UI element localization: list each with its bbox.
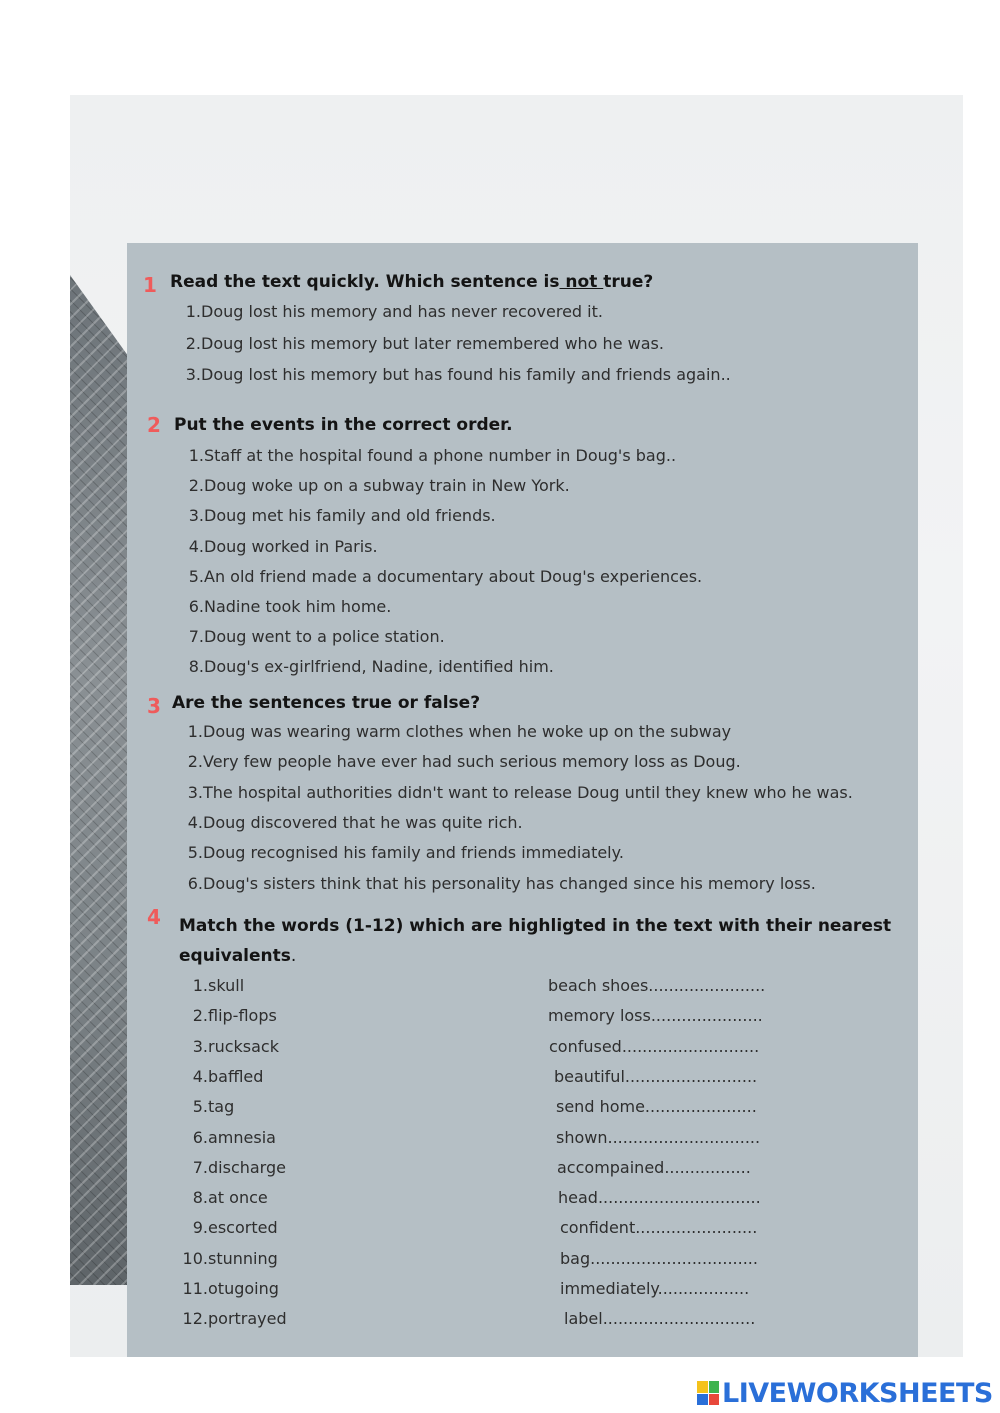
match-word — [178, 1006, 277, 1025]
item-number: 2. — [188, 476, 204, 496]
item-text: Doug went to a police station. — [204, 627, 445, 647]
section-2-title: Put the events in the correct order. — [174, 415, 513, 435]
match-word-number: 11. — [182, 1279, 208, 1298]
section-1-title: Read the text quickly. Which sentence is not true? — [170, 272, 654, 292]
liveworksheets-logo — [697, 1378, 993, 1408]
list-item — [186, 506, 496, 525]
list-item — [185, 722, 731, 741]
item-number: 6. — [187, 873, 203, 893]
item-number: 3. — [187, 782, 203, 802]
list-item — [186, 627, 445, 646]
item-number: 3. — [188, 506, 204, 526]
match-equivalent[interactable]: shown.............................. — [556, 1127, 761, 1147]
list-item — [183, 334, 664, 353]
match-word-number: 5. — [192, 1097, 208, 1117]
match-equivalent[interactable]: beautiful.......................... — [554, 1066, 758, 1086]
match-word-number: 9. — [192, 1218, 208, 1238]
match-word-number: 8. — [192, 1188, 208, 1208]
item-text: An old friend made a documentary about Doug's experiences. — [204, 566, 703, 586]
list-item — [186, 567, 702, 586]
match-word-text: rucksack — [208, 1036, 279, 1056]
match-word — [178, 1279, 279, 1298]
item-text: Doug worked in Paris. — [204, 536, 378, 556]
section-2-number: 2 — [147, 413, 161, 437]
match-word — [178, 1158, 286, 1177]
section-4-title-line2: equivalents. — [179, 946, 297, 966]
match-word-number: 6. — [192, 1127, 208, 1147]
section-4-number: 4 — [147, 905, 161, 929]
list-item — [186, 446, 676, 465]
section-1-number: 1 — [143, 273, 157, 297]
match-word-text: baffled — [208, 1066, 264, 1086]
section-3-number: 3 — [147, 694, 161, 718]
list-item — [185, 874, 816, 893]
section-1-title-emphasis: not — [559, 272, 604, 292]
liveworksheets-brand: LIVEWORKSHEETS — [722, 1377, 993, 1409]
item-text: Doug recognised his family and friends immediately. — [203, 843, 624, 863]
item-text: Doug lost his memory but has found his family and friends again.. — [201, 365, 731, 384]
item-text: Doug was wearing warm clothes when he woke up on the subway — [203, 722, 732, 741]
match-equivalent[interactable]: accompained................. — [557, 1157, 751, 1177]
match-equivalent[interactable]: head................................ — [558, 1188, 761, 1208]
item-text: Nadine took him home. — [204, 597, 392, 616]
list-item — [183, 365, 731, 384]
item-number: 2. — [185, 333, 201, 353]
match-word-text: flip-flops — [208, 1006, 277, 1026]
match-word-text: discharge — [208, 1157, 286, 1177]
section-4-title-line1: Match the words (1-12) which are highligted in the text with their nearest — [179, 916, 892, 936]
section-3-title: Are the sentences true or false? — [172, 693, 481, 713]
match-word-text: portrayed — [208, 1309, 287, 1329]
item-number: 7. — [188, 627, 204, 647]
match-word — [178, 1037, 279, 1056]
item-text: Doug's sisters think that his personality has changed since his memory loss. — [203, 873, 816, 893]
item-number: 3. — [185, 365, 201, 384]
match-word-number: 7. — [192, 1157, 208, 1177]
item-number: 6. — [188, 597, 204, 616]
item-text: Doug met his family and old friends. — [204, 506, 496, 526]
list-item — [186, 597, 391, 616]
item-number: 5. — [187, 843, 203, 863]
match-word — [178, 1188, 268, 1207]
match-equivalent[interactable]: memory loss...................... — [548, 1006, 763, 1026]
match-equivalent[interactable]: label.............................. — [564, 1309, 756, 1329]
item-number: 1. — [187, 722, 203, 741]
list-item — [183, 302, 603, 321]
list-item — [185, 843, 624, 862]
match-word-number: 4. — [192, 1066, 208, 1086]
match-word-text: tag — [208, 1097, 235, 1117]
item-text: Doug lost his memory but later remembered who he was. — [201, 333, 664, 353]
match-equivalent[interactable]: send home...................... — [556, 1097, 757, 1117]
match-word-number: 1. — [192, 976, 208, 995]
item-number: 2. — [187, 752, 203, 772]
item-number: 5. — [188, 566, 204, 586]
list-item — [186, 657, 554, 676]
item-text: Doug's ex-girlfriend, Nadine, identified him. — [204, 657, 554, 677]
match-equivalent[interactable]: confused........................... — [549, 1036, 760, 1056]
match-word-text: amnesia — [208, 1127, 276, 1147]
match-equivalent[interactable]: beach shoes....................... — [548, 976, 766, 995]
list-item — [185, 752, 741, 771]
item-number: 1. — [185, 302, 201, 321]
list-item — [186, 476, 570, 495]
item-number: 1. — [188, 446, 204, 465]
match-equivalent[interactable]: immediately.................. — [560, 1279, 750, 1298]
match-word-text: stunning — [208, 1248, 278, 1268]
match-word — [178, 976, 244, 995]
match-word-text: otugoing — [208, 1279, 279, 1298]
match-word-number: 2. — [192, 1006, 208, 1026]
match-equivalent[interactable]: bag................................. — [560, 1248, 758, 1268]
match-word-number: 3. — [192, 1036, 208, 1056]
match-word — [178, 1097, 234, 1116]
match-word — [178, 1067, 263, 1086]
building-photo — [70, 275, 128, 1285]
item-number: 8. — [188, 657, 204, 677]
item-text: Very few people have ever had such serious memory loss as Doug. — [203, 752, 741, 772]
list-item — [185, 813, 523, 832]
match-word-text: at once — [208, 1188, 268, 1208]
match-equivalent[interactable]: confident........................ — [560, 1218, 758, 1238]
item-text: Doug woke up on a subway train in New York. — [204, 476, 570, 496]
match-word-text: skull — [208, 976, 245, 995]
item-text: Doug discovered that he was quite rich. — [203, 812, 523, 832]
item-number: 4. — [187, 812, 203, 832]
match-word — [178, 1128, 276, 1147]
match-word-number: 12. — [182, 1309, 208, 1329]
list-item — [186, 537, 378, 556]
match-word — [178, 1249, 278, 1268]
liveworksheets-logo-icon — [697, 1381, 719, 1405]
item-text: Doug lost his memory and has never recovered it. — [201, 302, 603, 321]
match-word — [178, 1309, 287, 1328]
list-item — [185, 783, 853, 802]
item-number: 4. — [188, 536, 204, 556]
item-text: Staff at the hospital found a phone number in Doug's bag.. — [204, 446, 677, 465]
match-word-number: 10. — [182, 1248, 208, 1268]
match-word — [178, 1218, 278, 1237]
item-text: The hospital authorities didn't want to release Doug until they knew who he was. — [203, 782, 853, 802]
match-word-text: escorted — [208, 1218, 278, 1238]
